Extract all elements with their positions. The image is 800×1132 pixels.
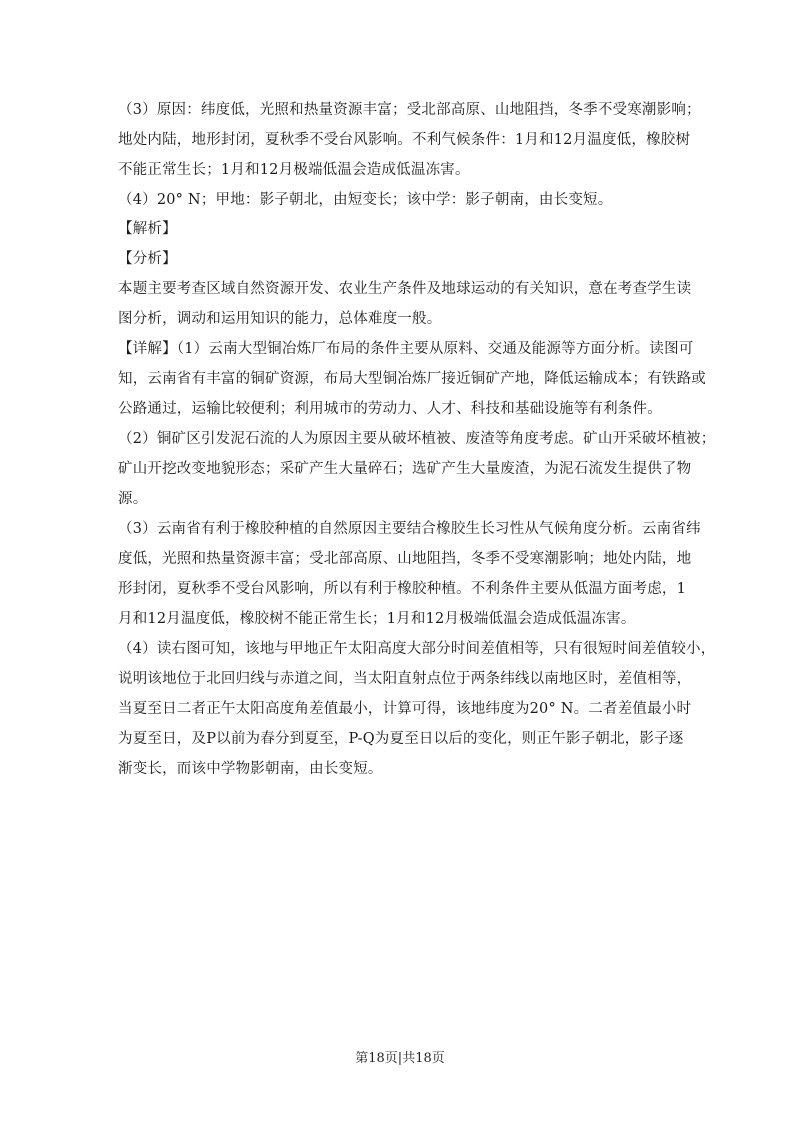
text-line: （4）20° N；甲地：影子朝北，由短变长；该中学：影子朝南，由长变短。 xyxy=(118,192,613,208)
text-line: 公路通过，运输比较便利；利用城市的劳动力、人才、科技和基础设施等有利条件。 xyxy=(118,401,662,417)
text-line: （3）云南省有利于橡胶种植的自然原因主要结合橡胶生长习性从气候角度分析。云南省纬 xyxy=(118,521,701,537)
text-line: 源。 xyxy=(118,491,148,507)
text-line: 形封闭，夏秋季不受台风影响，所以有利于橡胶种植。不利条件主要从低温方面考虑，1 xyxy=(118,581,687,597)
text-line: 渐变长，而该中学物影朝南，由长变短。 xyxy=(118,761,383,777)
text-line: 不能正常生长；1月和12月极端低温会造成低温冻害。 xyxy=(118,162,470,178)
text-line: 地处内陆，地形封闭，夏秋季不受台风影响。不利气候条件：1月和12月温度低，橡胶树 xyxy=(118,132,691,148)
text-line: （3）原因：纬度低，光照和热量资源丰富；受北部高原、山地阻挡，冬季不受寒潮影响； xyxy=(118,102,701,118)
text-line: 图分析，调动和运用知识的能力，总体难度一般。 xyxy=(118,311,442,327)
text-line: 说明该地位于北回归线与赤道之间，当太阳直射点位于两条纬线以南地区时，差值相等， xyxy=(118,671,692,687)
text-line: 月和12月温度低，橡胶树不能正常生长；1月和12月极端低温会造成低温冻害。 xyxy=(118,611,636,627)
text-line: 度低，光照和热量资源丰富；受北部高原、山地阻挡，冬季不受寒潮影响；地处内陆，地 xyxy=(118,551,692,567)
text-line: （4）读右图可知，该地与甲地正午太阳高度大部分时间差值相等，只有很短时间差值较小， xyxy=(118,641,716,657)
text-line: 【详解】（1）云南大型铜冶炼厂布局的条件主要从原料、交通及能源等方面分析。读图可 xyxy=(118,341,694,357)
text-line: 知，云南省有丰富的铜矿资源，布局大型铜冶炼厂接近铜矿产地，降低运输成本；有铁路或 xyxy=(118,371,706,387)
text-line: （2）铜矿区引发泥石流的人为原因主要从破坏植被、废渣等角度考虑。矿山开采破坏植被； xyxy=(118,431,716,447)
text-line: 为夏至日，及P以前为春分到夏至，P-Q为夏至日以后的变化，则正午影子朝北，影子逐 xyxy=(118,731,684,747)
text-line: 矿山开挖改变地貌形态；采矿产生大量碎石；选矿产生大量废渣，为泥石流发生提供了物 xyxy=(118,461,692,477)
section-heading-fenxi: 【分析】 xyxy=(118,251,177,267)
text-line: 本题主要考查区域自然资源开发、农业生产条件及地球运动的有关知识，意在考查学生读 xyxy=(118,281,692,297)
section-heading-analysis: 【解析】 xyxy=(118,221,177,237)
text-line: 当夏至日二者正午太阳高度角差值最小，计算可得，该地纬度为20° N。二者差值最小时 xyxy=(118,701,692,717)
page-footer: 第18页|共18页 xyxy=(355,1051,445,1066)
